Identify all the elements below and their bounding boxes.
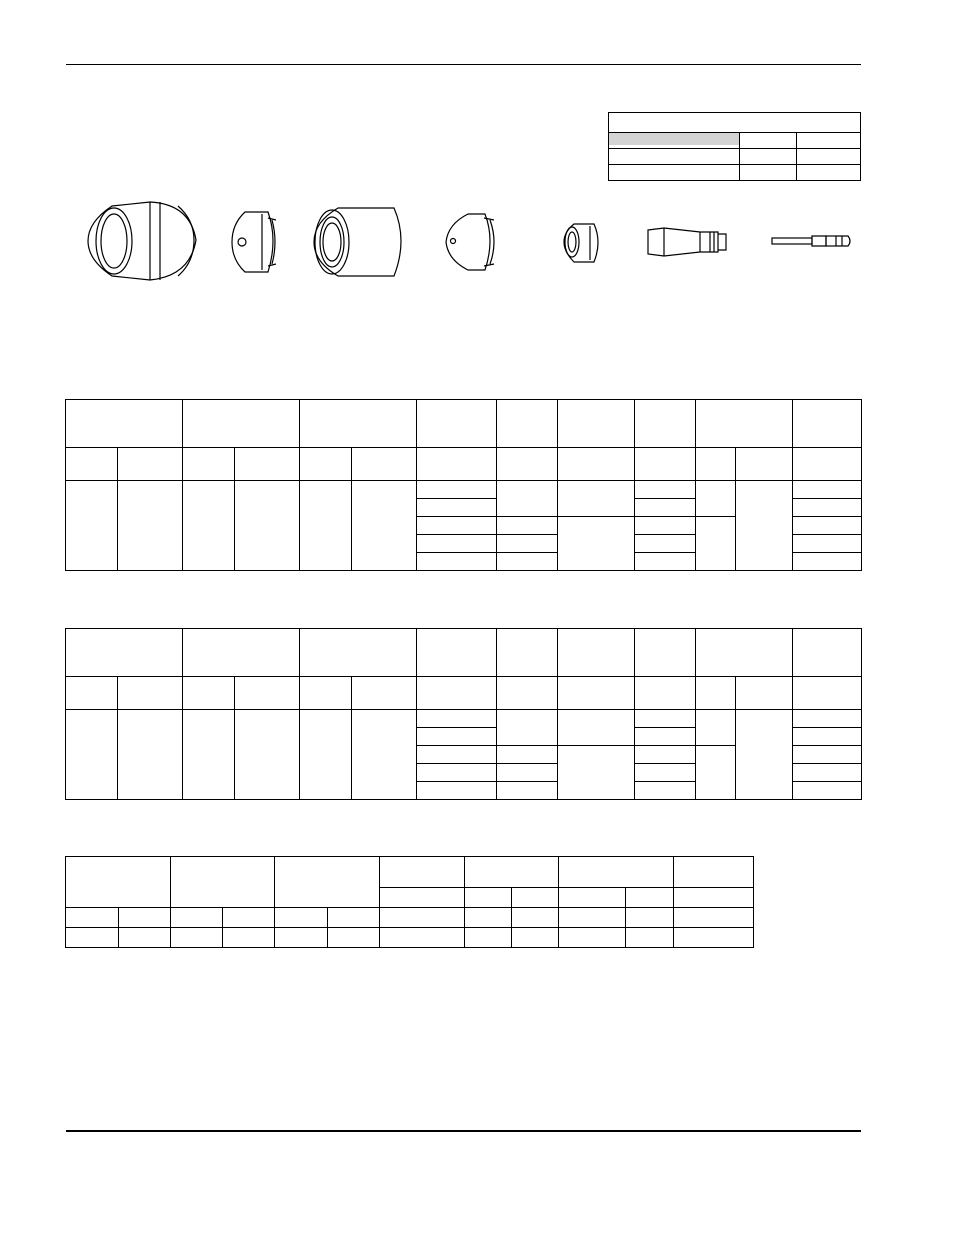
shield-icon <box>232 212 276 272</box>
legend-divider <box>739 132 740 180</box>
legend-table <box>608 112 861 181</box>
consumable-parts-illustration <box>0 190 954 290</box>
retaining-cap-icon <box>314 208 401 276</box>
footer-rule <box>66 1130 861 1132</box>
shield-cup-icon <box>88 202 196 280</box>
cut-chart-table <box>65 628 862 800</box>
electrode-icon <box>648 228 726 256</box>
settings-table <box>65 856 754 948</box>
legend-table-header <box>609 113 860 133</box>
legend-row <box>609 132 860 149</box>
header-rule <box>66 64 861 65</box>
cut-chart-table <box>65 399 862 571</box>
nozzle-icon <box>446 214 494 270</box>
legend-row <box>609 149 860 165</box>
water-tube-icon <box>772 236 850 246</box>
legend-divider <box>796 132 797 180</box>
swirl-ring-icon <box>564 224 598 262</box>
